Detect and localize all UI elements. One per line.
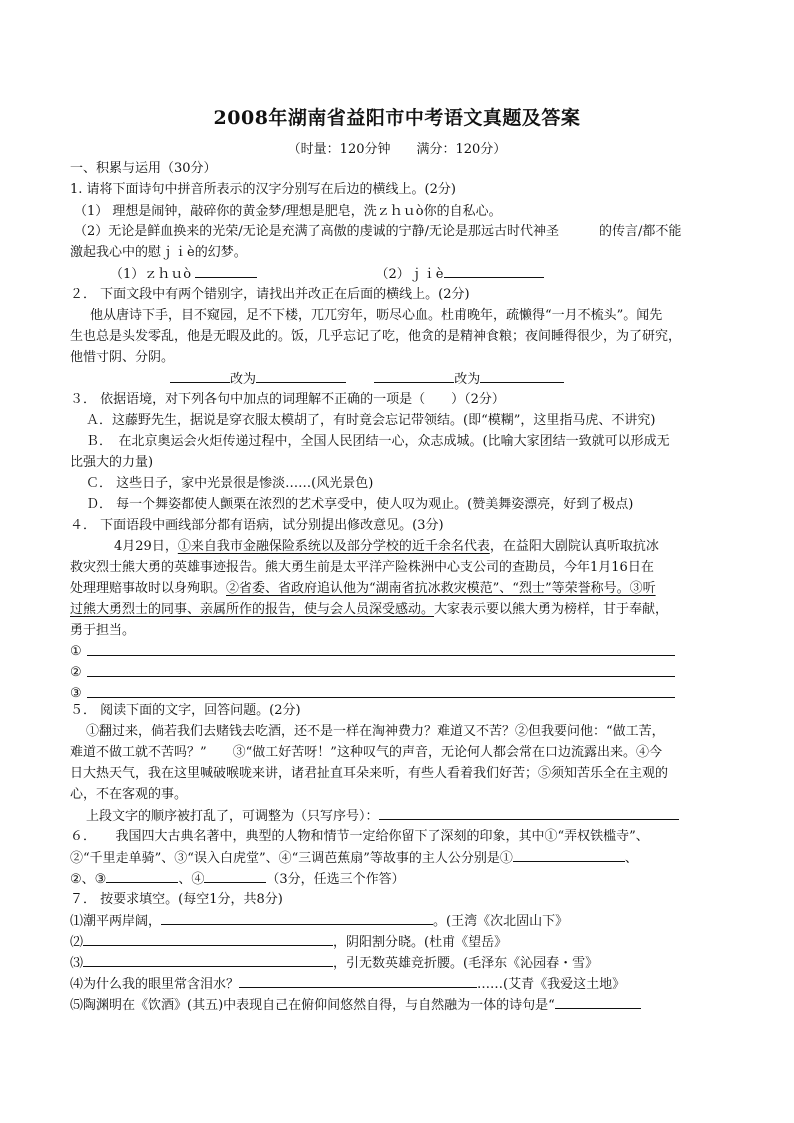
q1-stem: 1. 请将下面诗句中拼音所表示的汉字分别写在后边的横线上。(2分) (70, 182, 456, 197)
q7-item1-blank[interactable] (161, 910, 433, 925)
q7-item1-source: 。(王湾《次北固山下》 (433, 914, 569, 929)
q2-para-line3: 他惜寸阴、分阴。 (70, 350, 175, 365)
q6-answer1-blank[interactable] (513, 847, 625, 862)
q3-option-a: Ａ．这藤野先生，据说是穿衣服太模胡了，有时竟会忘记带领结。(即“模糊”，这里指马虎、不讲究) (86, 413, 656, 428)
q5-question-text: 上段文字的顺序被打乱了，可调整为（只写序号）： (86, 809, 379, 824)
q4-text: 大家表示要以熊大勇为榜样，甘于奉献， (434, 602, 669, 617)
q4-underlined-3: 过熊大勇烈士的同事、亲属所作的报告，使与会人员深受感动。 (70, 602, 435, 617)
q3-option-b-cont: 比强大的力量) (70, 455, 154, 470)
q2-right1-blank[interactable] (256, 368, 346, 383)
q3-option-c: Ｃ． 这些日子，家中光景很是惨淡……(风光景色) (86, 476, 374, 491)
q2-stem: ２． 下面文段中有两个错别字，请找出并改正在后面的横线上。(2分) (70, 287, 470, 302)
q6-sep: 、 (624, 851, 638, 866)
q5-para-line4: 心，不在客观的事。 (70, 787, 188, 802)
q7-item3-num: ⑶ (70, 956, 84, 971)
q2-wrong1-blank[interactable] (170, 368, 230, 383)
q4-text: ，在益阳大剧院认真听取抗冰 (489, 539, 659, 554)
q2-wrong2-blank[interactable] (374, 368, 454, 383)
q4-marker-1: ① (70, 644, 82, 659)
q7-item2-text: ，阴阳割分晓。(杜甫《望岳》 (333, 935, 508, 950)
q2-gai-label: 改为 (230, 372, 257, 387)
q4-para-line1 (114, 536, 659, 558)
section-heading: 一、积累与运用（30分） (70, 161, 217, 176)
q3-option-d: Ｄ． 每一个舞姿都使人颤栗在浓烈的艺术享受中，使人叹为观止。(赞美舞姿漂亮，好到了极点) (86, 497, 634, 512)
q3-stem: ３． 依据语境，对下列各句中加点的词理解不正确的一项是（ ）（2分） (70, 392, 505, 407)
q7-stem: ７． 按要求填空。(每空1分，共8分) (70, 892, 283, 907)
q6-line1: ６． 我国四大古典名著中，典型的人物和情节一定给你留下了深刻的印象，其中①“弄权铁槛寺”、 (70, 829, 649, 844)
q5-para-line2: 难道不做工就不苦吗？” ③“做工好苦呀！”这种叹气的声音，无论何人都会常在口边流露出来。④今 (70, 745, 662, 760)
q1-answer2-label: （2）ｊｉè (375, 267, 444, 282)
q7-item3 (70, 952, 598, 975)
q4-para-line3 (70, 578, 656, 600)
q1-answer1-blank[interactable] (195, 263, 257, 278)
q7-item3-text: ，引无数英雄竞折腰。(毛泽东《沁园春・雪》 (333, 956, 599, 971)
q2-para-line2: 生也总是头发零乱，他是无暇及此的。饭，几乎忘记了吃，他贪的是精神食粮；夜间睡得很少，为了研究， (70, 329, 682, 344)
q5-para-line1: ①翻过来，倘若我们去赌钱去吃酒，还不是一样在淘神费力？难道又不苦？②但我要问他：“做工苦， (86, 724, 665, 739)
q2-right2-blank[interactable] (480, 368, 564, 383)
q1-answer1-label: （1）ｚｈｕò (110, 267, 192, 282)
q1-line2 (74, 221, 681, 243)
q5-answer-blank[interactable] (379, 805, 679, 820)
q7-item1 (70, 910, 568, 933)
q7-item4-text: ⑷为什么我的眼里常含泪水？ (70, 977, 240, 992)
q1-answer2-blank[interactable] (444, 263, 544, 278)
q7-item4-blank[interactable] (239, 973, 477, 988)
q4-para-line2: 救灾烈士熊大勇的英雄事迹报告。熊大勇生前是太平洋产险株洲中心支公司的查勘员，今年1月16日在 (70, 560, 654, 575)
q4-stem: ４． 下面语段中画线部分都有语病，试分别提出修改意见。(3分) (70, 518, 444, 533)
q7-item5 (70, 994, 641, 1017)
q7-item2-num: ⑵ (70, 935, 84, 950)
q6-line2 (70, 847, 638, 870)
q6-answer4-blank[interactable] (204, 868, 266, 883)
q5-stem: ５． 阅读下面的文字，回答问题。(2分) (70, 703, 301, 718)
q4-underlined-1: ①来自我市金融保险系统以及部分学校的近千余名代表 (177, 539, 490, 554)
q7-item5-blank[interactable] (555, 994, 641, 1009)
exam-info: （时量：120分钟 满分：120分） (287, 142, 507, 157)
q3-option-b: Ｂ． 在北京奥运会火炬传递过程中，全国人民团结一心，众志成城。(比喻大家团结一致就可以形成无 (86, 434, 670, 449)
q4-para-line4 (70, 599, 668, 621)
q1-answers (110, 263, 544, 286)
page-title: 2008年湖南省益阳市中考语文真题及答案 (213, 107, 581, 129)
q1-line3: 激起我心中的慰ｊｉè的幻梦。 (70, 245, 247, 260)
q4-underlined-2: ②省委、省政府追认他为“湖南省抗冰救灾模范”、“烈士”等荣誉称号。③听 (226, 581, 656, 596)
q6-line3 (70, 868, 405, 891)
q6-text: ②、③ (70, 872, 107, 887)
q4-para-line5: 勇于担当。 (70, 623, 136, 638)
q7-item1-text: ⑴潮平两岸阔， (70, 914, 162, 929)
q2-para-line1: 他从唐诗下手，目不窥园，足不下楼，兀兀穷年，呖尽心血。杜甫晚年，疏懒得“一月不梳头”。闻先 (90, 308, 663, 323)
q6-answer3-blank[interactable] (106, 868, 178, 883)
q4-date: 4月29日， (114, 539, 178, 554)
q7-item5-text: ⑸陶渊明在《饮酒》(其五)中表现自己在俯仰间悠然自得，与自然融为一体的诗句是“ (70, 998, 555, 1013)
q4-answer-line-2[interactable] (87, 676, 675, 677)
q6-text: 、④ (178, 872, 205, 887)
q7-item4-source: ……(艾青《我爱这土地》 (477, 977, 626, 992)
q7-item3-blank[interactable] (83, 952, 333, 967)
q2-answers (170, 368, 564, 391)
q1-line1: （1） 理想是闹钟，敲碎你的黄金梦/理想是肥皂，洗ｚｈｕò你的自私心。 (74, 204, 502, 219)
q1-line2-text: （2）无论是鲜血换来的光荣/无论是充满了高傲的虔诚的宁静/无论是那远古时代神圣 (74, 224, 560, 239)
q4-answer-line-1[interactable] (87, 655, 675, 656)
q4-marker-3: ③ (70, 686, 82, 701)
q5-para-line3: 日大热天气，我在这里喊破喉咙来讲，诸君扯直耳朵来听，有些人看着我们好苦；⑤须知苦乐全在主观的 (70, 766, 669, 781)
q4-marker-2: ② (70, 665, 82, 680)
q7-item2-blank[interactable] (83, 931, 333, 946)
q4-answer-line-3[interactable] (87, 697, 675, 698)
q6-text: ②“千里走单骑”、③“误入白虎堂”、④“三调芭蕉扇”等故事的主人公分别是① (70, 851, 513, 866)
q6-text: （3分，任选三个作答） (266, 872, 405, 887)
q1-line2-end: 的传言/都不能 (599, 224, 682, 239)
q7-item2 (70, 931, 507, 954)
q7-item4 (70, 973, 625, 996)
q4-text: 处理理赔事故时以身殉职。 (70, 581, 227, 596)
q2-gai-label: 改为 (454, 372, 481, 387)
q5-question (86, 805, 679, 828)
